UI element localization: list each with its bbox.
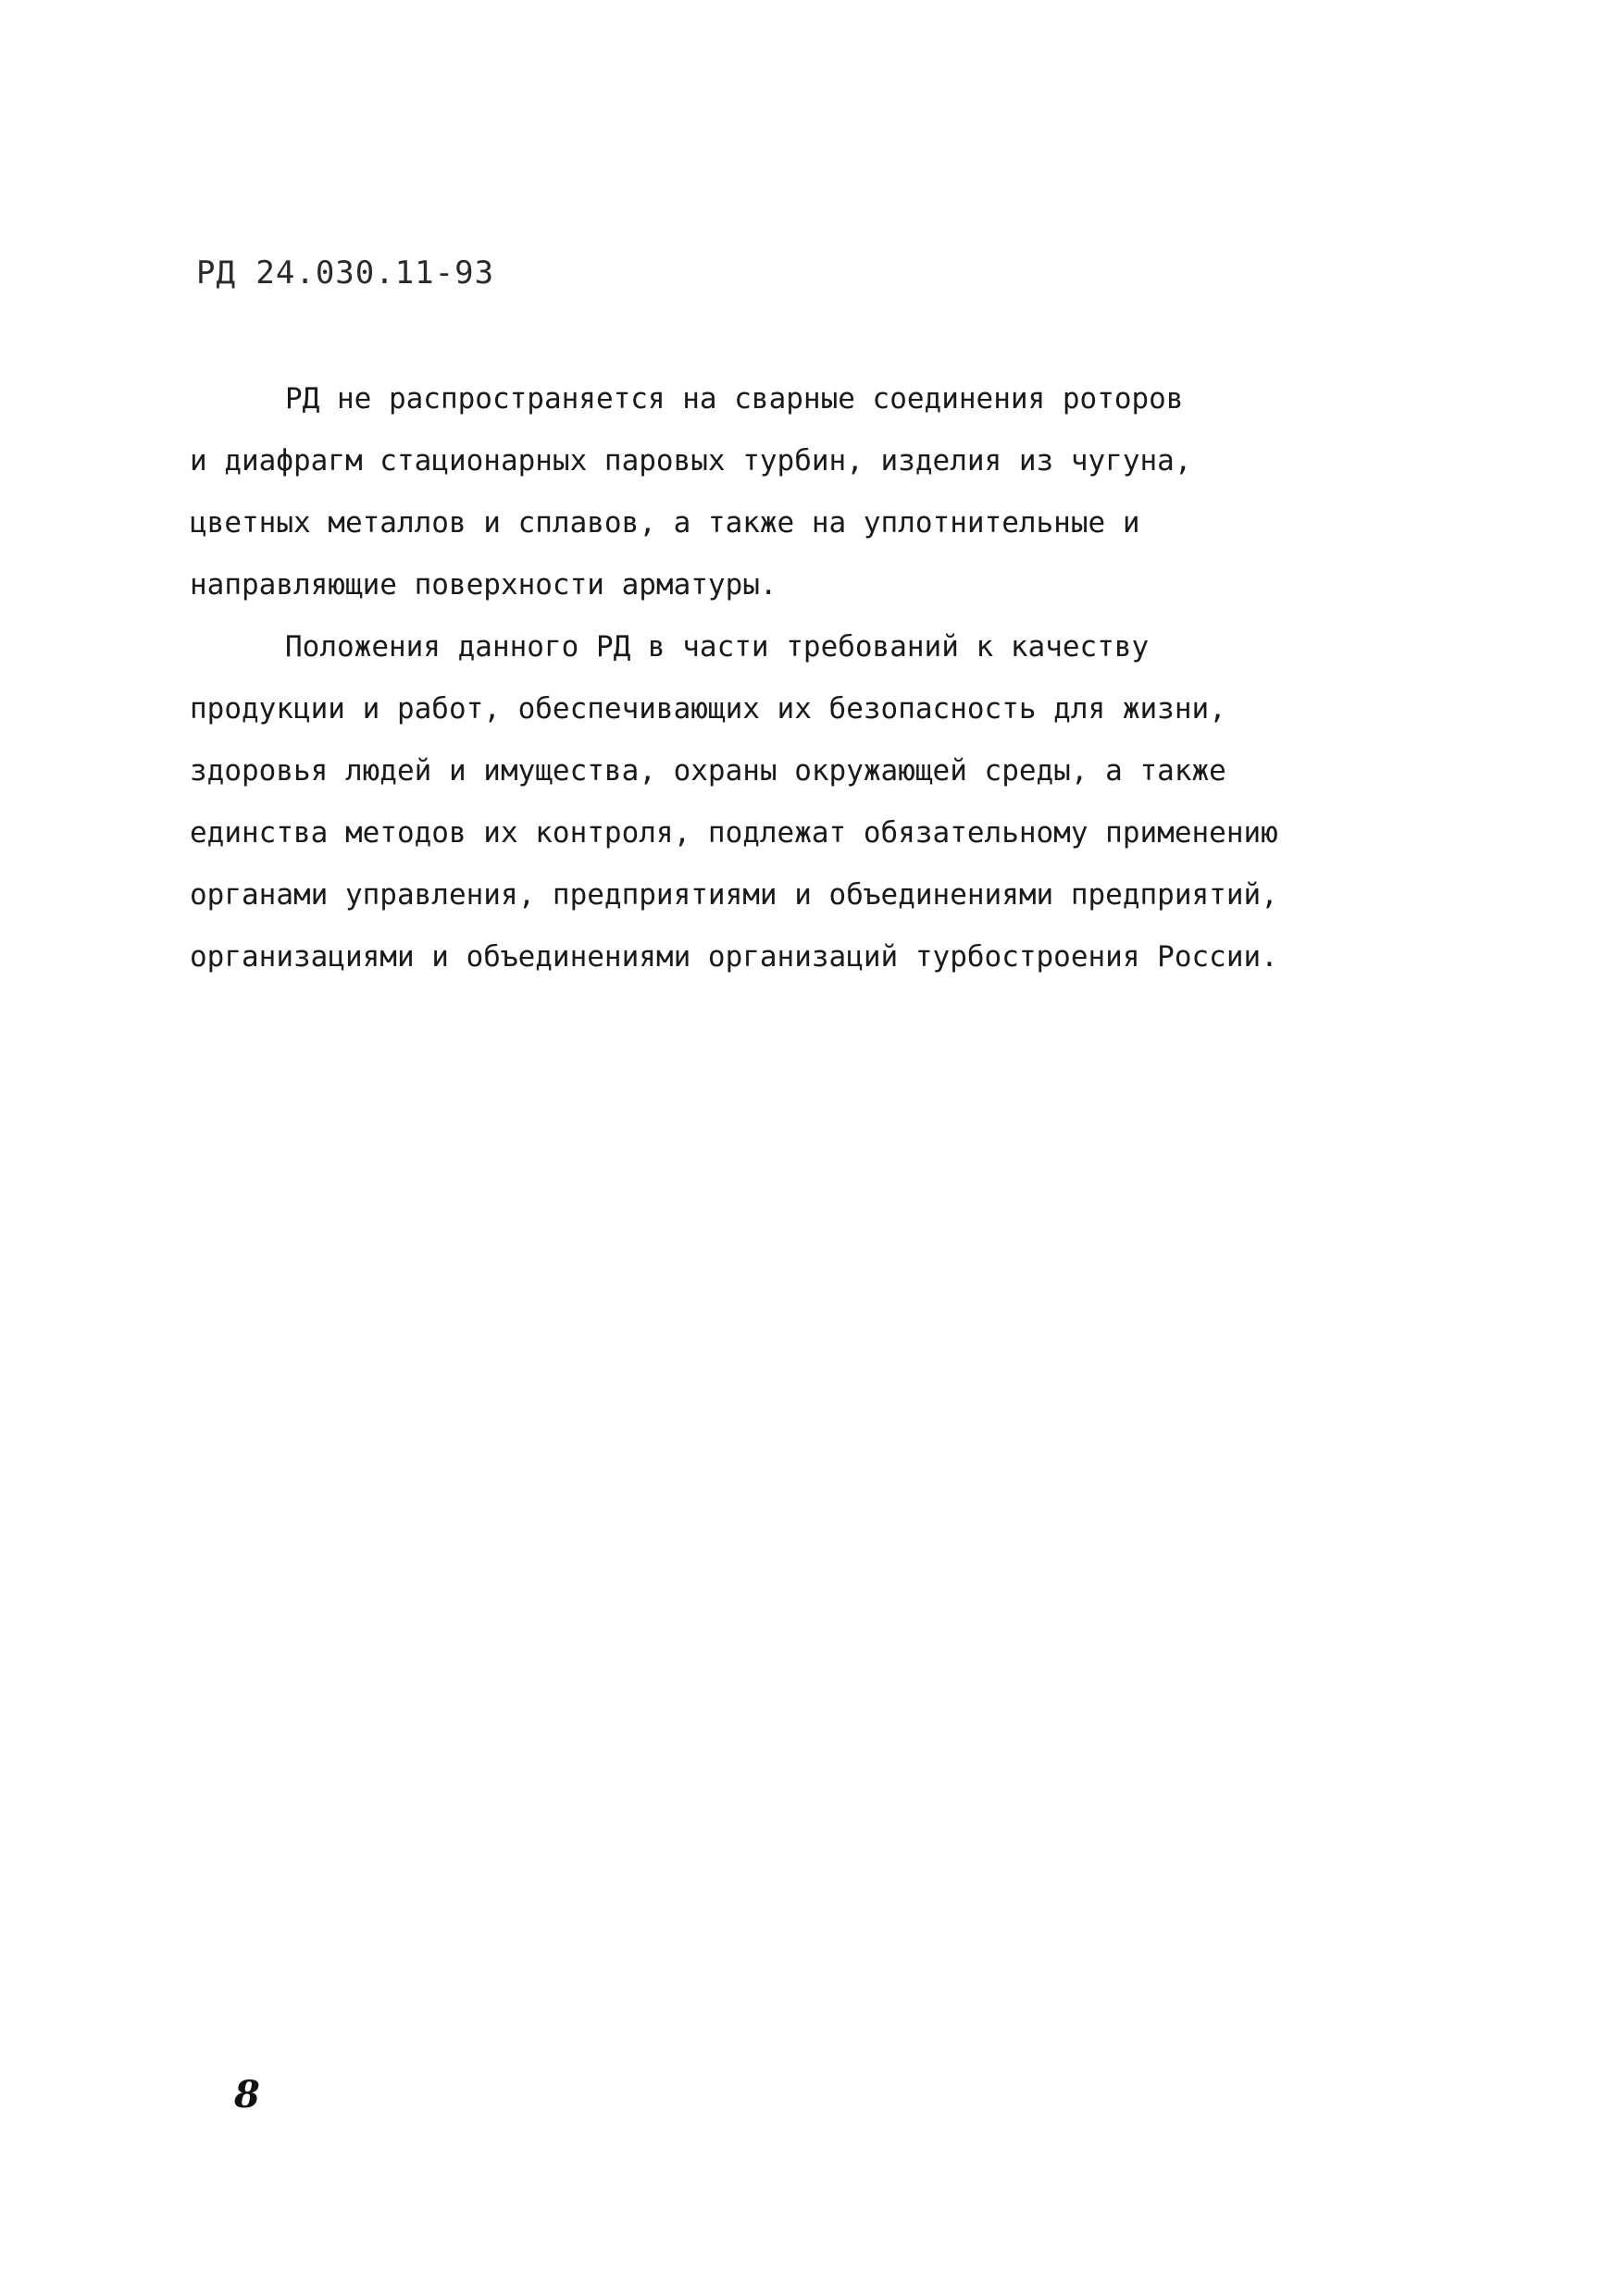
text-line: Положения данного РД в части требований к качеству (285, 630, 1150, 664)
text-line: организациями и объединениями организаций турбостроения России. (190, 940, 1278, 974)
text-line: единства методов их контроля, подлежат обязательному применению (190, 816, 1278, 850)
page-number: 8 (234, 2073, 260, 2116)
text-line: направляющие поверхности арматуры. (190, 568, 777, 602)
text-line: органами управления, предприятиями и объединениями предприятий, (190, 878, 1278, 912)
document-code: РД 24.030.11-93 (196, 254, 495, 292)
text-line: продукции и работ, обеспечивающих их безопасность для жизни, (190, 692, 1226, 726)
body-text (190, 368, 1356, 988)
text-line: и диафрагм стационарных паровых турбин, изделия из чугуна, (190, 444, 1192, 478)
paragraph-scope (190, 368, 1356, 616)
text-line: РД не распространяется на сварные соединения роторов (285, 382, 1184, 416)
text-line: цветных металлов и сплавов, а также на уплотнительные и (190, 506, 1140, 540)
text-line: здоровья людей и имущества, охраны окружающей среды, а также (190, 754, 1226, 788)
paragraph-mandatory-application (190, 616, 1356, 988)
